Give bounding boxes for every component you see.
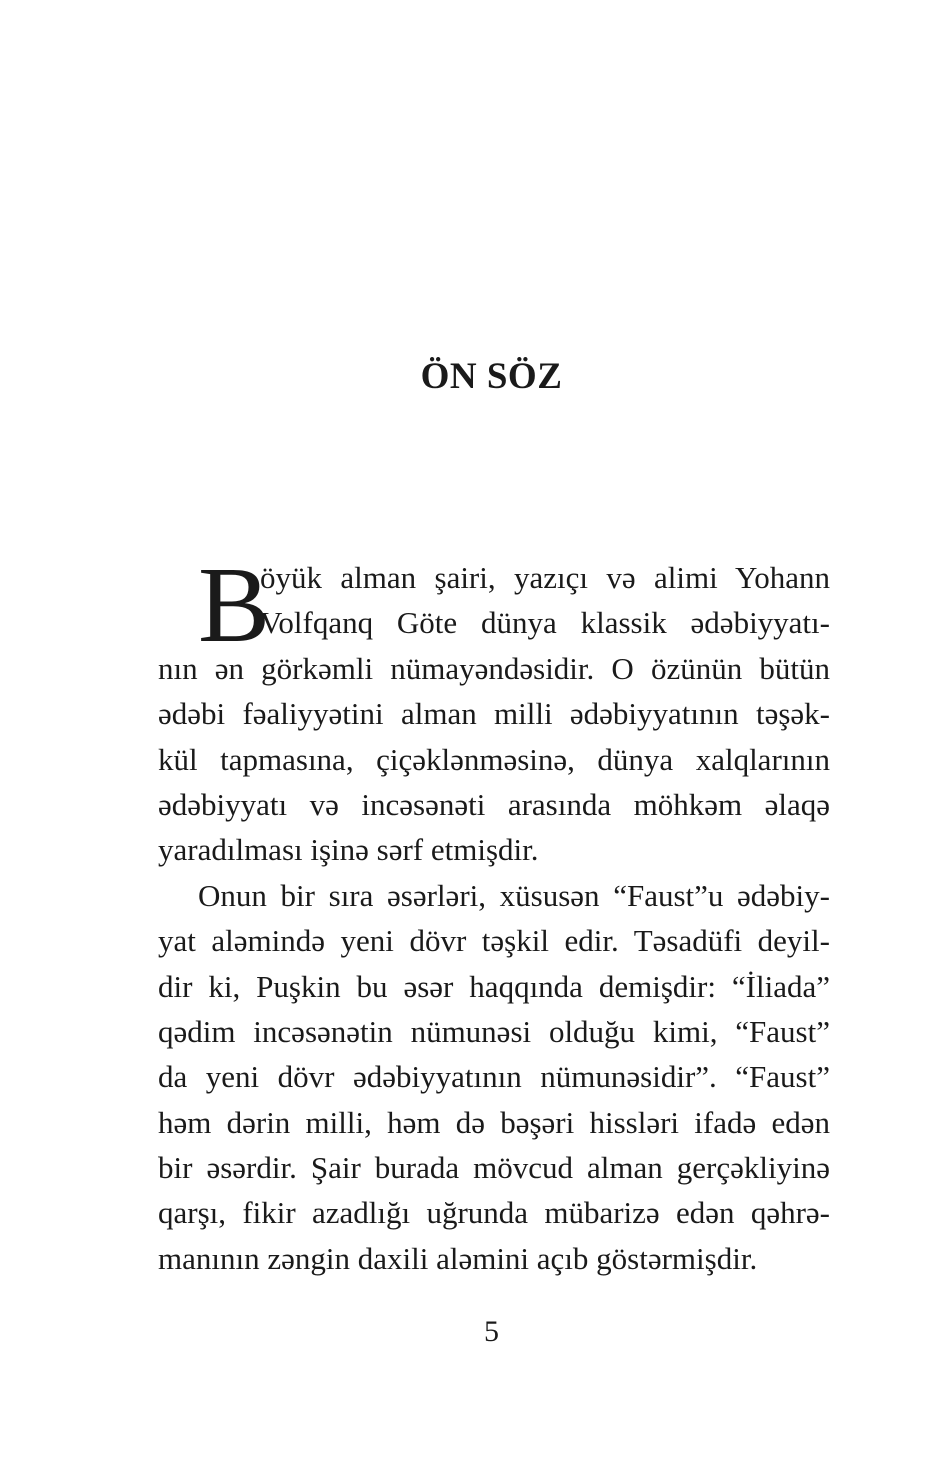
text-line: bir əsərdir. Şair burada mövcud alman gerçəkliyinə (158, 1150, 830, 1186)
text-line: Volfqanq Göte dünya klassik ədəbiyyatı- (260, 605, 830, 641)
text-line: ədəbi fəaliyyətini alman milli ədəbiyyatının təşək- (158, 696, 830, 732)
body-text (158, 546, 830, 1281)
text-line: qədim incəsənətin nümunəsi olduğu kimi, “Faust” (158, 1013, 830, 1049)
text-line: yat aləmində yeni dövr təşkil edir. Təsadüfi deyil- (158, 923, 830, 959)
text-line: kül tapmasına, çiçəklənməsinə, dünya xalqlarının (158, 741, 830, 777)
text-line: da yeni dövr ədəbiyyatının nümunəsidir”. “Faust” (158, 1059, 830, 1095)
text-line: nın ən görkəmli nümayəndəsidir. O özünün bütün (158, 650, 830, 686)
text-line: yaradılması işinə sərf etmişdir. (158, 832, 539, 868)
text-line: həm dərin milli, həm də bəşəri hissləri ifadə edən (158, 1104, 830, 1140)
text-line: öyük alman şairi, yazıçı və alimi Yohann (260, 560, 830, 595)
drop-cap-letter: B (198, 546, 271, 665)
text-line: manının zəngin daxili aləmini açıb göstərmişdir. (158, 1240, 758, 1276)
text-line: Onun bir sıra əsərləri, xüsusən “Faust”u ədəbiy- (198, 877, 830, 913)
page-number: 5 (484, 1315, 499, 1348)
text-line: qarşı, fikir azadlığı uğrunda mübarizə edən qəhrə- (158, 1195, 830, 1231)
text-line: dir ki, Puşkin bu əsər haqqında demişdir: “İliada” (158, 968, 830, 1004)
page-title: ÖN SÖZ (420, 356, 563, 397)
text-line: ədəbiyyatı və incəsənəti arasında möhkəm əlaqə (158, 786, 830, 822)
paragraph-2 (158, 873, 830, 1282)
